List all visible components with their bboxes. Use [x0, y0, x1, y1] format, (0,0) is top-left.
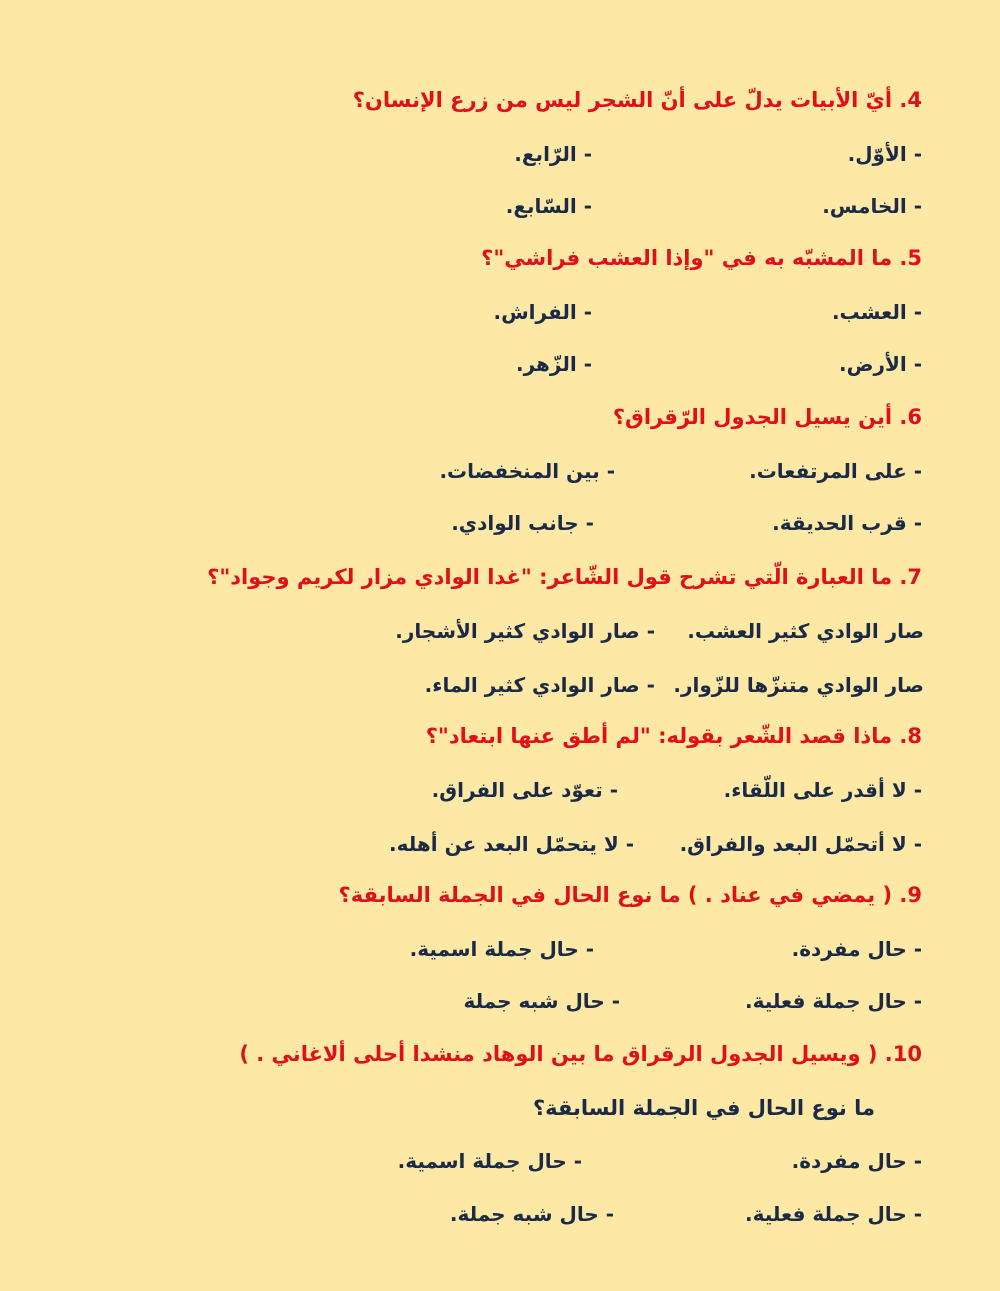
option-8a[interactable]: - لا أقدر على اللّقاء. [723, 778, 922, 802]
option-10c[interactable]: - حال جملة فعلية. [744, 1202, 922, 1226]
option-6b[interactable]: - بين المنخفضات. [439, 459, 615, 483]
option-9a[interactable]: - حال مفردة. [791, 937, 922, 961]
option-10a[interactable]: - حال مفردة. [791, 1149, 922, 1173]
option-5d[interactable]: - الزّهر. [516, 352, 592, 376]
question-4: 4. أيّ الأبيات يدلّ على أنّ الشجر ليس من زرع الإنسان؟ [352, 88, 922, 112]
question-5: 5. ما المشبّه به في "وإذا العشب فراشي"؟ [481, 246, 922, 270]
option-4a[interactable]: - الأوّل. [847, 142, 922, 166]
option-7c[interactable]: صار الوادي متنزّها للزّوار. [673, 673, 924, 697]
option-8b[interactable]: - تعوّد على الفراق. [431, 778, 618, 802]
option-6d[interactable]: - جانب الوادي. [451, 511, 594, 535]
question-10: 10. ( ويسيل الجدول الرقراق ما بين الوهاد منشدا أحلى ألاغاني . ) [239, 1042, 922, 1066]
option-4b[interactable]: - الرّابع. [514, 142, 592, 166]
option-6a[interactable]: - على المرتفعات. [749, 459, 922, 483]
option-6c[interactable]: - قرب الحديقة. [772, 511, 922, 535]
question-8: 8. ماذا قصد الشّعر بقوله: "لم أطق عنها ابتعاد"؟ [425, 724, 922, 748]
question-6: 6. أين يسيل الجدول الرّقراق؟ [612, 405, 922, 429]
option-10d[interactable]: - حال شبه جملة. [449, 1202, 614, 1226]
option-7b[interactable]: - صار الوادي كثير الأشجار. [395, 619, 655, 643]
question-7: 7. ما العبارة الّتي تشرح قول الشّاعر: "غدا الوادي مزار لكريم وجواد"؟ [207, 565, 922, 589]
question-9: 9. ( يمضي في عناد . ) ما نوع الحال في الجملة السابقة؟ [338, 883, 922, 907]
option-8c[interactable]: - لا أتحمّل البعد والفراق. [679, 832, 922, 856]
option-5c[interactable]: - الأرض. [838, 352, 922, 376]
option-4c[interactable]: - الخامس. [822, 194, 922, 218]
question-10-subtext: ما نوع الحال في الجملة السابقة؟ [532, 1096, 875, 1120]
option-8d[interactable]: - لا يتحمّل البعد عن أهله. [389, 832, 634, 856]
option-7a[interactable]: صار الوادي كثير العشب. [687, 619, 924, 643]
option-9c[interactable]: - حال جملة فعلية. [744, 989, 922, 1013]
option-7d[interactable]: - صار الوادي كثير الماء. [424, 673, 655, 697]
option-4d[interactable]: - السّابع. [505, 194, 592, 218]
option-9b[interactable]: - حال جملة اسمية. [409, 937, 594, 961]
option-9d[interactable]: - حال شبه جملة [463, 989, 620, 1013]
option-10b[interactable]: - حال جملة اسمية. [397, 1149, 582, 1173]
option-5b[interactable]: - الفراش. [493, 300, 592, 324]
option-5a[interactable]: - العشب. [831, 300, 922, 324]
